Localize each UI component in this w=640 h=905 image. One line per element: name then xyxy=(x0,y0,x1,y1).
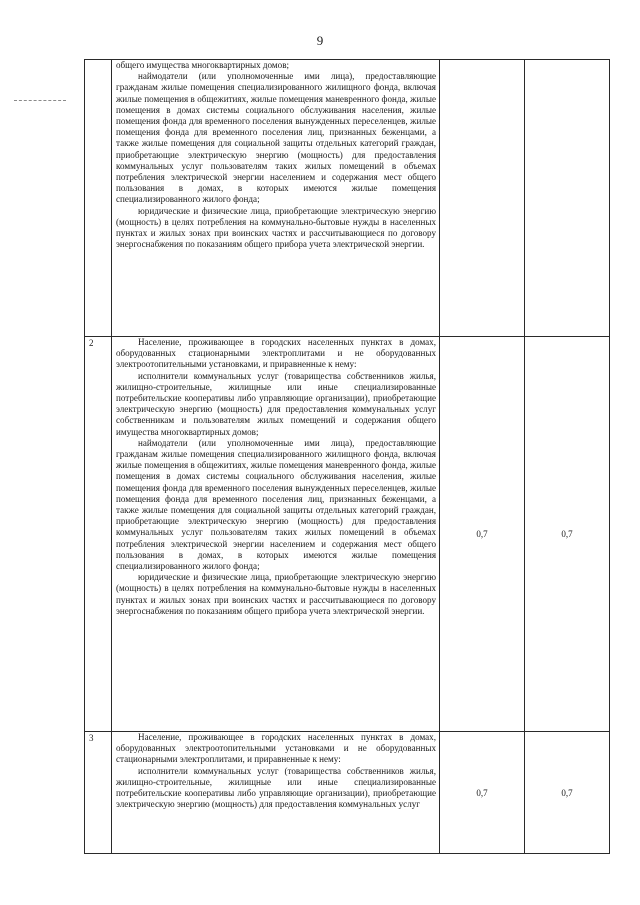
row-number xyxy=(85,60,112,337)
row-number: 3 xyxy=(85,732,112,854)
table-row xyxy=(85,337,610,732)
paragraph: Население, проживающее в городских населенных пунктах в домах, оборудованных электроотопительными установками и не оборудованных стационарными электроплитами, и приравненные к нему: xyxy=(116,732,436,765)
paragraph: исполнители коммунальных услуг (товарищества собственников жилья, жилищно-строительные, жилищные или иные специализированные потребительские кооперативы либо управляющие организации), приобретающие электрическую энергию (мощность) для предоставления коммунальных услуг xyxy=(116,765,436,810)
value-cell-1: 0,7 xyxy=(440,337,525,732)
row-description xyxy=(112,337,440,732)
paragraph: общего имущества многоквартирных домов; xyxy=(116,60,290,70)
paragraph: наймодатели (или уполномоченные ими лица), предоставляющие гражданам жилые помещения специализированного жилищного фонда, включая жилые помещения в общежитиях, жилые помещения маневренного фонда, жилые помещения в домах системы социального обслуживания населения, жилые помещения фонда для временного поселения вынужденных переселенцев, жилые помещения фонда для временного поселения лиц, признанных беженцами, а также жилые помещения для социальной защиты отдельных категорий граждан, приобретающие электрическую энергию (мощность) для предоставления коммунальных услуг пользователям таких жилых помещений в объемах потребления электрической энергии населением и содержания мест общего пользования в домах, в которых имеются жилые помещения специализированного жилого фонда; xyxy=(116,71,436,205)
paragraph: юридические и физические лица, приобретающие электрическую энергию (мощность) в целях потребления на коммунально-бытовые нужды в населенных пунктах и жилых зонах при воинских частях и рассчитывающиеся по договору энергоснабжения по показаниям общего прибора учета электрической энергии. xyxy=(116,572,436,616)
value-cell-2 xyxy=(525,60,610,337)
value-cell-1: 0,7 xyxy=(440,732,525,854)
row-description xyxy=(112,732,440,854)
paragraph: наймодатели (или уполномоченные ими лица), предоставляющие гражданам жилые помещения специализированного жилищного фонда, включая жилые помещения в общежитиях, жилые помещения маневренного фонда, жилые помещения в домах системы социального обслуживания населения, жилые помещения фонда для временного поселения вынужденных переселенцев, жилые помещения фонда для временного поселения лиц, признанных беженцами, а также жилые помещения для социальной защиты отдельных категорий граждан, приобретающие электрическую энергию (мощность) для предоставления коммунальных услуг пользователям таких жилых помещений в объемах потребления электрической энергии населением и содержания мест общего пользования в домах, в которых имеются жилые помещения специализированного жилого фонда; xyxy=(116,437,436,572)
table-row xyxy=(85,732,610,854)
page-number: 9 xyxy=(316,33,324,48)
table-row xyxy=(85,60,610,337)
margin-mark xyxy=(14,100,66,101)
value-cell-2: 0,7 xyxy=(525,337,610,732)
paragraph: исполнители коммунальных услуг (товарищества собственников жилья, жилищно-строительные, жилищные или иные специализированные потребительские кооперативы либо управляющие организации), приобретающие электрическую энергию (мощность) для предоставления коммунальных услуг собственникам и пользователям жилых помещений и содержания общего имущества многоквартирных домов; xyxy=(116,370,436,437)
tariff-table xyxy=(84,59,610,854)
paragraph: Население, проживающее в городских населенных пунктах в домах, оборудованных стационарными электроплитами и не оборудованных электроотопительными установками, и приравненные к нему: xyxy=(116,337,436,370)
value-cell-2: 0,7 xyxy=(525,732,610,854)
row-description xyxy=(112,60,440,337)
value-cell-1 xyxy=(440,60,525,337)
row-number: 2 xyxy=(85,337,112,732)
paragraph: юридические и физические лица, приобретающие электрическую энергию (мощность) в целях потребления на коммунально-бытовые нужды в населенных пунктах и жилых зонах при воинских частях и рассчитывающиеся по договору энергоснабжения по показаниям общего прибора учета электрической энергии. xyxy=(116,205,436,250)
